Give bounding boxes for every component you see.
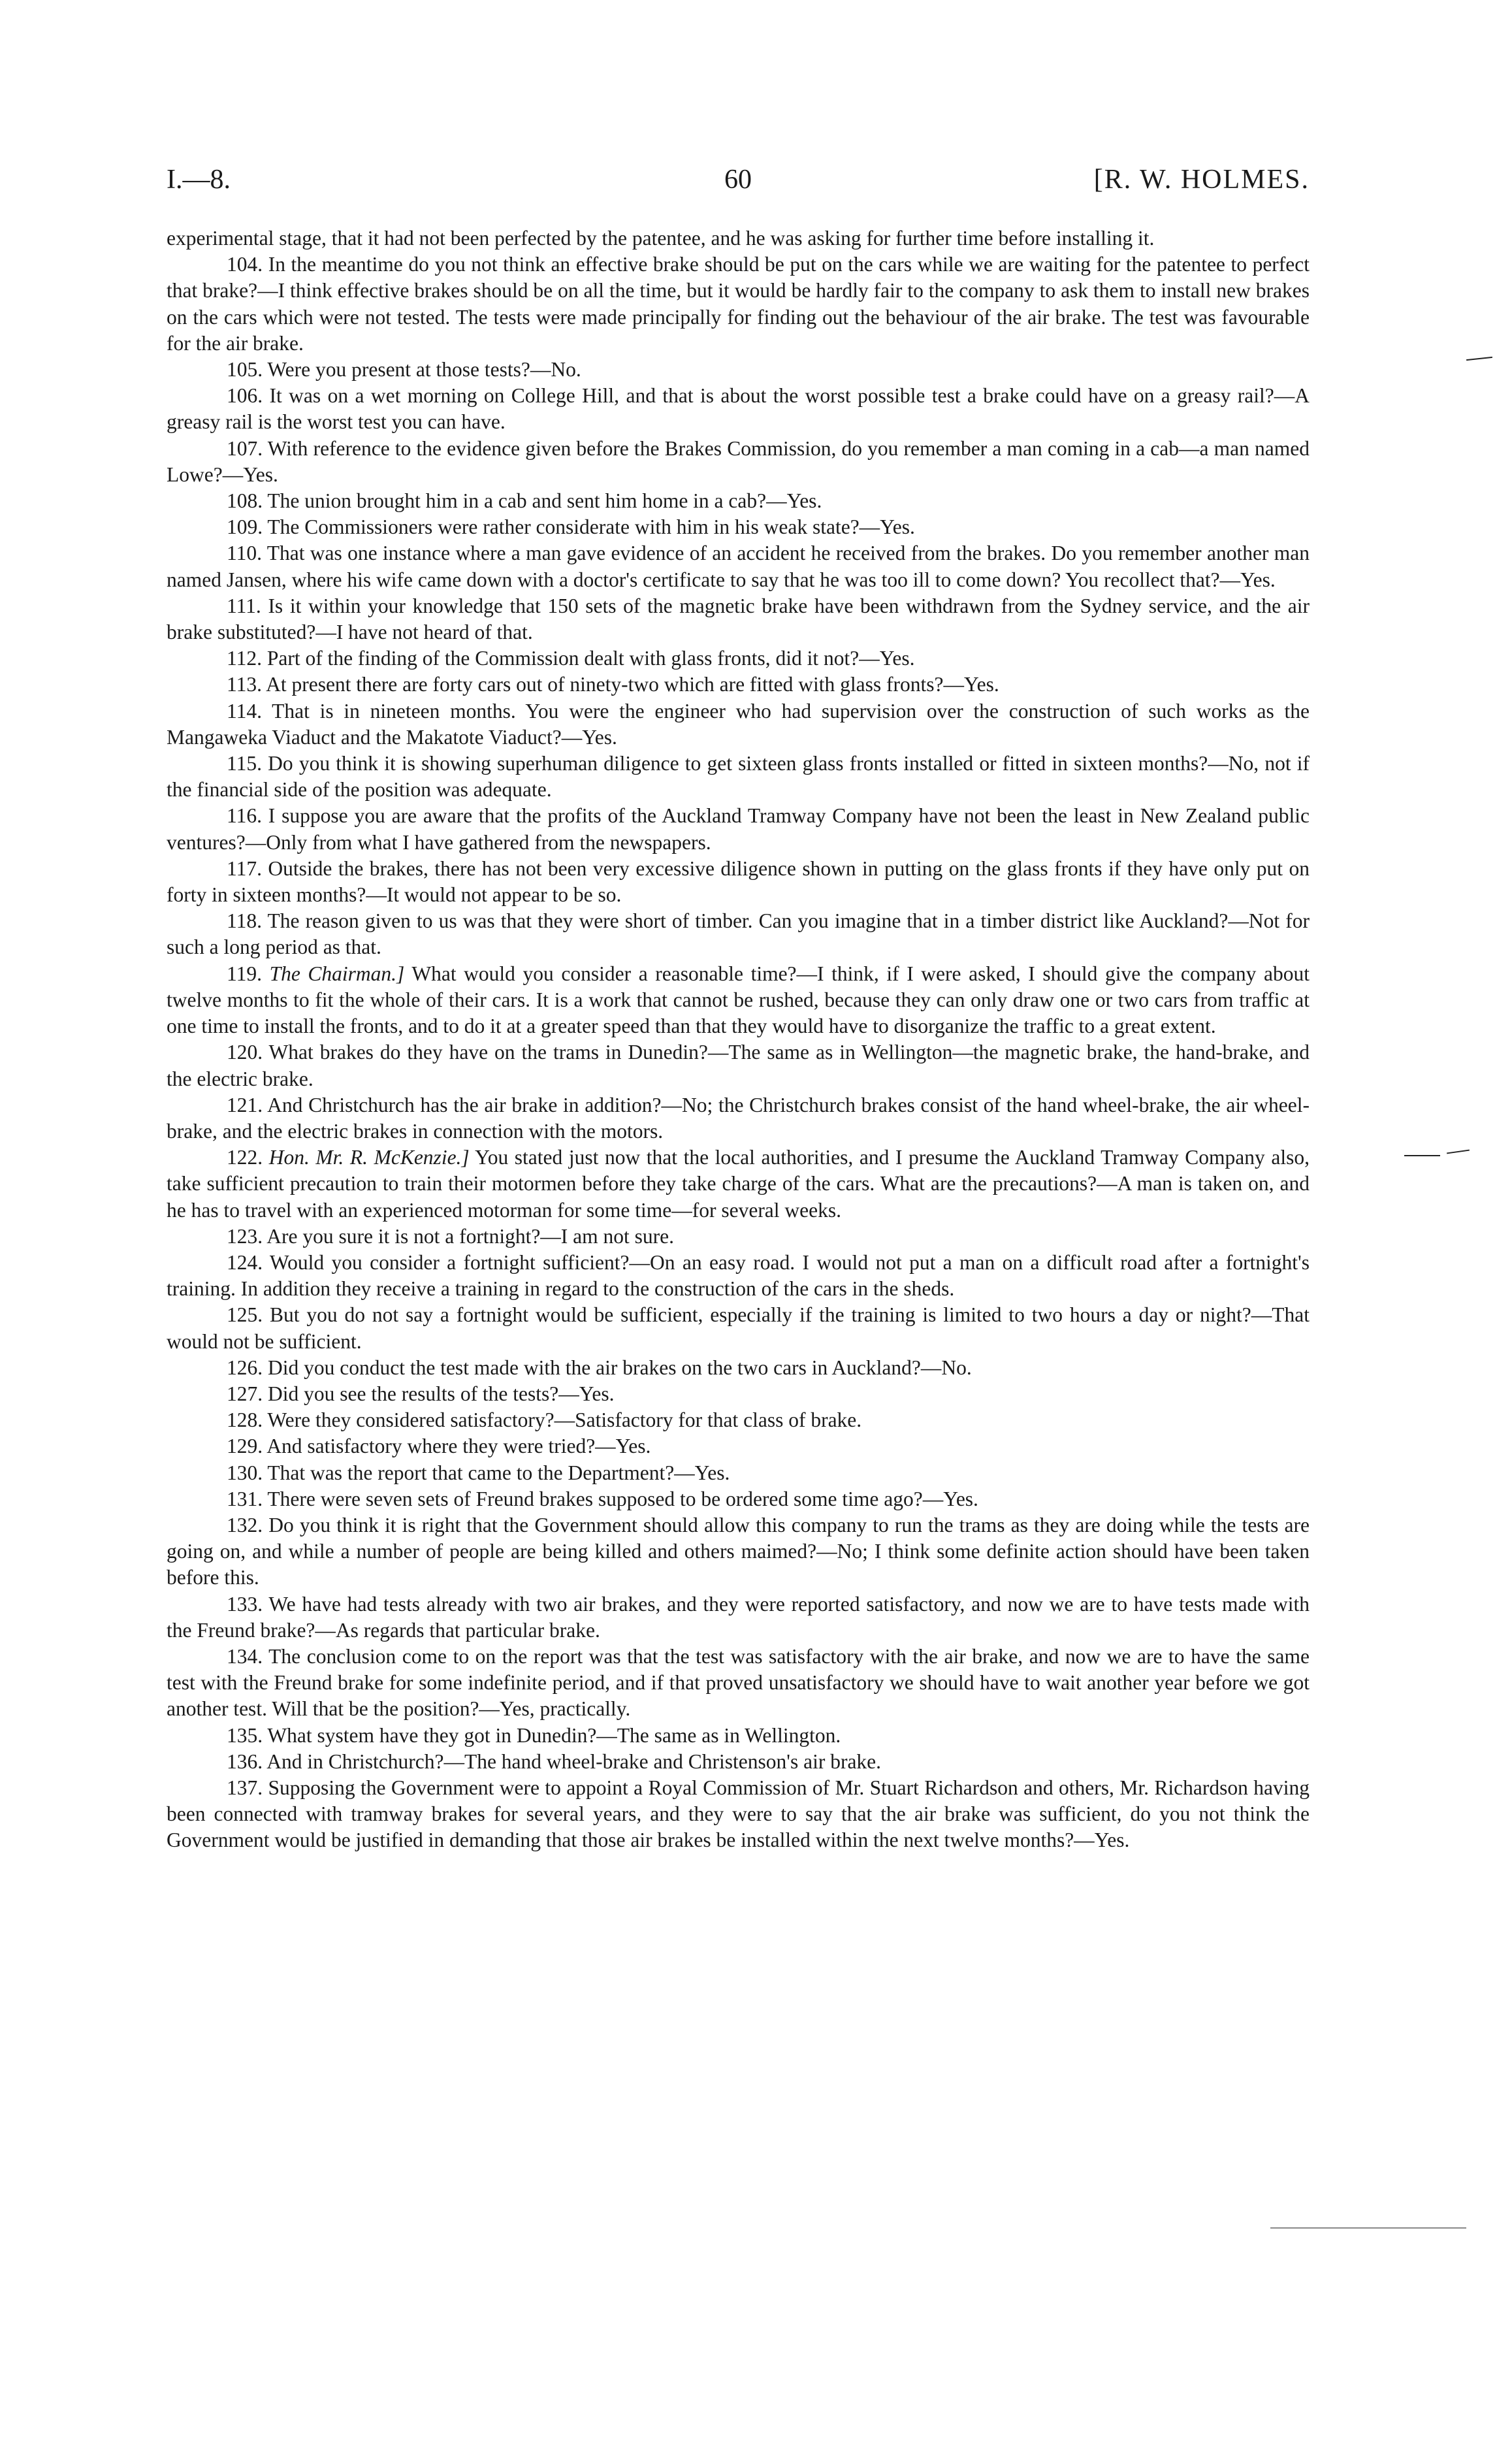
paragraph-q115: 115. Do you think it is showing superhuman diligence to get sixteen glass fronts installed or fitted in sixteen months?—No, not if the financial side of the position was adequate. (167, 752, 1310, 802)
paragraph-body: You stated just now that the local authorities, and I presume the Auckland Tramway Company also, take sufficient precaution to train their motormen before they take charge of the cars. What are the precautions?—A man is taken on, and he has to travel with an experienced motorman for some time—for several weeks. (167, 1146, 1310, 1222)
paragraph-q125: 125. But you do not say a fortnight would be sufficient, especially if the training is limited to two hours a day or night?—That would not be sufficient. (167, 1303, 1310, 1353)
paragraph-q120: 120. What brakes do they have on the trams in Dunedin?—The same as in Wellington—the magnetic brake, the hand-brake, and the electric brake. (167, 1041, 1310, 1090)
paragraph-q114: 114. That is in nineteen months. You were the engineer who had supervision over the construction of such works as the Mangaweka Viaduct and the Makatote Viaduct?—Yes. (167, 699, 1310, 749)
paragraph-q135: 135. What system have they got in Dunedin?—The same as in Wellington. (227, 1723, 841, 1747)
paragraph-q107: 107. With reference to the evidence given before the Brakes Commission, do you remember a man coming in a cab—a man named Lowe?—Yes. (167, 436, 1310, 486)
paragraph-q118: 118. The reason given to us was that they were short of timber. Can you imagine that in a timber district like Auckland?—Not for such a long period as that. (167, 909, 1310, 959)
speaker-label: Hon. Mr. R. McKenzie.] (268, 1146, 470, 1169)
paragraph-q108: 108. The union brought him in a cab and sent him home in a cab?—Yes. (227, 489, 822, 513)
question-number: 119. (227, 962, 270, 985)
paragraph-q104: 104. In the meantime do you not think an effective brake should be put on the cars while we are waiting for the patentee to perfect that brake?—I think effective brakes should be on all the time, but it would be hardly fair to the company to ask them to install new brakes on the cars which were not tested. The tests were made principally for finding out the behaviour of the air brake. The test was favourable for the air brake. (167, 253, 1310, 355)
paragraph-q137: 137. Supposing the Government were to appoint a Royal Commission of Mr. Stuart Richardson and others, Mr. Richardson having been connected with tramway brakes for several years, and they were to say that the air brake was sufficient, do you not think the Government would be justified in demanding that those air brakes be installed within the next twelve months?—Yes. (167, 1776, 1310, 1852)
paragraph-q133: 133. We have had tests already with two air brakes, and they were reported satisfactory, and now we are to have tests made with the Freund brake?—As regards that particular brake. (167, 1592, 1310, 1642)
question-number: 122. (227, 1146, 269, 1169)
paragraph-q116: 116. I suppose you are aware that the profits of the Auckland Tramway Company have not been the least in New Zealand public ventures?—Only from what I have gathered from the newspapers. (167, 804, 1310, 854)
paragraph-q128: 128. Were they considered satisfactory?—Satisfactory for that class of brake. (227, 1408, 862, 1432)
paragraph-continuation: experimental stage, that it had not been perfected by the patentee, and he was asking for further time before installing it. (167, 227, 1155, 250)
paragraph-q132: 132. Do you think it is right that the Government should allow this company to run the trams as they are doing while the tests are going on, and while a number of people are being killed and others maimed?—No; I think some definite action should have been taken before this. (167, 1513, 1310, 1589)
evidence-text (167, 225, 1310, 1854)
paragraph-q119 (167, 961, 1310, 1040)
speaker-label: The Chairman.] (269, 962, 405, 985)
paragraph-q122 (167, 1145, 1310, 1224)
witness-name: [R. W. HOLMES. (1093, 165, 1310, 195)
paragraph-q129: 129. And satisfactory where they were tried?—Yes. (227, 1435, 651, 1458)
margin-mark (1447, 1150, 1470, 1154)
margin-mark (1466, 357, 1492, 361)
paragraph-q127: 127. Did you see the results of the tests?—Yes. (227, 1382, 615, 1405)
paragraph-q123: 123. Are you sure it is not a fortnight?—I am not sure. (227, 1224, 675, 1248)
paragraph-q111: 111. Is it within your knowledge that 150 sets of the magnetic brake have been withdrawn from the Sydney service, and the air brake substituted?—I have not heard of that. (167, 594, 1310, 644)
paragraph-q117: 117. Outside the brakes, there has not been very excessive diligence shown in putting on the glass fronts if they have only put on forty in sixteen months?—It would not appear to be so. (167, 856, 1310, 907)
paragraph-q109: 109. The Commissioners were rather considerate with him in his weak state?—Yes. (227, 515, 915, 539)
paragraph-q106: 106. It was on a wet morning on College Hill, and that is about the worst possible test a brake could have on a greasy rail?—A greasy rail is the worst test you can have. (167, 384, 1310, 434)
paper-reference: I.—8. (167, 165, 231, 195)
paragraph-q126: 126. Did you conduct the test made with the air brakes on the two cars in Auckland?—No. (227, 1356, 972, 1379)
margin-mark (1404, 1155, 1440, 1156)
paragraph-q130: 130. That was the report that came to the Department?—Yes. (227, 1461, 730, 1484)
paragraph-q131: 131. There were seven sets of Freund brakes supposed to be ordered some time ago?—Yes. (227, 1487, 978, 1510)
paragraph-q134: 134. The conclusion come to on the report was that the test was satisfactory with the air brake, and now we are to have the same test with the Freund brake for some indefinite period, and if that proved unsatisfactory we should have to wait another year before we got another test. Will that be the position?—Yes, practically. (167, 1644, 1310, 1721)
running-header (167, 160, 1310, 199)
paragraph-q105: 105. Were you present at those tests?—No. (227, 358, 581, 382)
paragraph-q110: 110. That was one instance where a man gave evidence of an accident he received from the brakes. Do you remember another man named Jansen, where his wife came down with a doctor's certificate to say that he was too ill to come down? You recollect that?—Yes. (167, 542, 1310, 591)
paragraph-body: What would you consider a reasonable time?—I think, if I were asked, I should give the company about twelve months to fit the whole of their cars. It is a work that cannot be rushed, because they can only draw one or two cars from traffic at one time to install the fronts, and to do it at a greater speed than that they would have to disorganize the traffic to a great extent. (167, 962, 1310, 1038)
paragraph-q121: 121. And Christchurch has the air brake in addition?—No; the Christchurch brakes consist of the hand wheel-brake, the air wheel-brake, and the electric brakes in connection with the motors. (167, 1093, 1310, 1143)
paragraph-q113: 113. At present there are forty cars out of ninety-two which are fitted with glass fronts?—Yes. (227, 673, 999, 696)
paragraph-q124: 124. Would you consider a fortnight sufficient?—On an easy road. I would not put a man on a difficult road after a fortnight's training. In addition they receive a training in regard to the construction of the cars in the sheds. (167, 1250, 1310, 1301)
paragraph-q112: 112. Part of the finding of the Commission dealt with glass fronts, did it not?—Yes. (227, 647, 915, 670)
page-number: 60 (724, 165, 752, 195)
paragraph-q136: 136. And in Christchurch?—The hand wheel-brake and Christenson's air brake. (227, 1749, 882, 1773)
